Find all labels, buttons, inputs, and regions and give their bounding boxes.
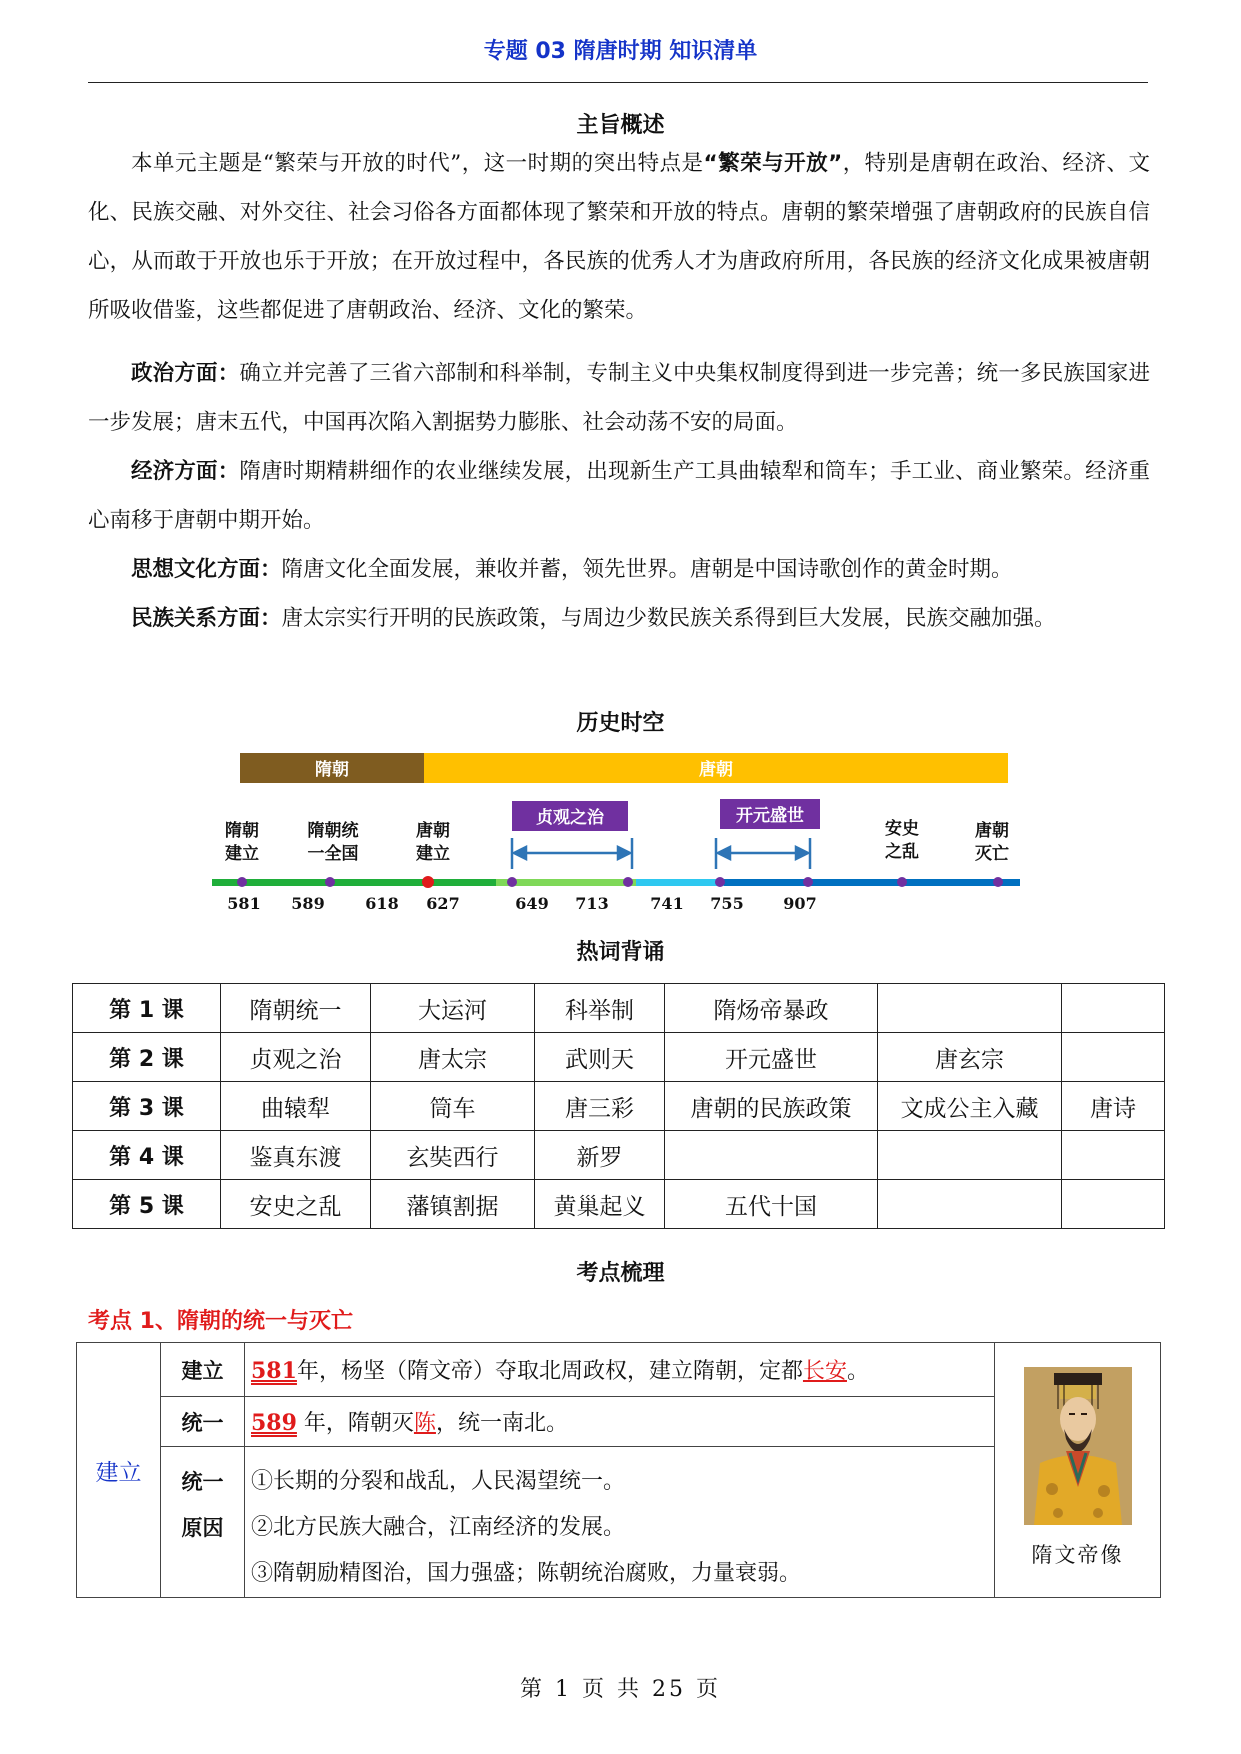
hotwords-heading: 热词背诵 — [576, 940, 665, 965]
year-label: 713 — [575, 894, 609, 913]
hotwords-row — [73, 1033, 1165, 1082]
summary-ethnic — [88, 594, 1150, 643]
dot-581 — [237, 877, 247, 887]
hotwords-row — [73, 1131, 1165, 1180]
zhenguan-arrow — [512, 838, 632, 869]
dot-755 — [715, 877, 725, 887]
summary-heading: 主旨概述 — [576, 113, 665, 138]
year-label: 755 — [710, 894, 744, 913]
axis-segment-green — [212, 879, 496, 886]
timeline-heading: 历史时空 — [576, 711, 665, 736]
hotword-cell: 曲辕犁 — [221, 1082, 371, 1131]
dot-589 — [325, 877, 335, 887]
reasons-label-2: 原因 — [181, 1516, 224, 1540]
category-cell: 建立 — [77, 1343, 161, 1598]
year-label: 627 — [426, 894, 460, 913]
sui-label: 隋朝 — [315, 760, 349, 780]
event-tang-fall-1: 唐朝 — [975, 821, 1009, 841]
row-label-founding: 建立 — [161, 1343, 245, 1397]
header-divider — [88, 82, 1148, 83]
lesson-label: 第 5 课 — [73, 1180, 221, 1229]
hotword-cell: 玄奘西行 — [371, 1131, 535, 1180]
event-sui-unify-1: 隋朝统 — [307, 821, 359, 841]
unify-end: ，统一南北。 — [435, 1411, 568, 1436]
hotword-cell — [878, 1180, 1062, 1229]
state-chen: 陈 — [413, 1411, 436, 1436]
unify-desc: 年，隋朝灭 — [296, 1411, 414, 1436]
economy-text: 隋唐时期精耕细作的农业继续发展，出现新生产工具曲辕犁和筒车；手工业、商业繁荣。经济重心南移于唐朝中期开始。 — [88, 459, 1150, 533]
unify-text — [245, 1397, 995, 1447]
hotwords-row — [73, 1082, 1165, 1131]
row-label-reasons — [161, 1447, 245, 1598]
reasons-label-1: 统一 — [181, 1470, 224, 1494]
hotword-cell: 唐太宗 — [371, 1033, 535, 1082]
hotwords-row — [73, 1180, 1165, 1229]
hotword-cell: 筒车 — [371, 1082, 535, 1131]
row-label-unify: 统一 — [161, 1397, 245, 1447]
culture-text: 隋唐文化全面发展，兼收并蓄，领先世界。唐朝是中国诗歌创作的黄金时期。 — [281, 557, 1013, 582]
zhenguan-label: 贞观之治 — [536, 808, 604, 828]
reason-item: ①长期的分裂和战乱，人民渴望统一。 — [251, 1469, 626, 1494]
hotword-cell — [1062, 1033, 1165, 1082]
point1-title: 考点 1、隋朝的统一与灭亡 — [88, 1309, 353, 1334]
intro-text-post: ，特别是唐朝在政治、经济、文化、民族交融、对外交往、社会习俗各方面都体现了繁荣和开放的特点。唐朝的繁荣增强了唐朝政府的民族自信心，从而敢于开放也乐于开放；在开放过程中，各民族的优秀人才为唐政府所用，各民族的经济文化成果被唐朝所吸收借鉴，这些都促进了唐朝政治、经济、文化的繁荣。 — [88, 151, 1150, 323]
hotword-cell: 唐三彩 — [535, 1082, 665, 1131]
politics-label: 政治方面： — [131, 361, 240, 386]
reasons-text — [245, 1447, 995, 1598]
hotword-cell: 贞观之治 — [221, 1033, 371, 1082]
year-label: 741 — [650, 894, 684, 913]
hotword-cell: 科举制 — [535, 984, 665, 1033]
timeline-diagram — [200, 745, 1060, 925]
axis-segment-blue — [724, 879, 1020, 886]
event-anshi-1: 安史 — [885, 819, 919, 839]
hotword-cell: 黄巢起义 — [535, 1180, 665, 1229]
event-anshi-2: 之乱 — [885, 842, 919, 862]
tang-label: 唐朝 — [699, 760, 733, 780]
emperor-portrait-image — [1024, 1367, 1132, 1525]
page-number: 第 1 页 共 25 页 — [520, 1677, 721, 1702]
axis-segment-lightgreen — [496, 879, 636, 886]
keypoints-heading: 考点梳理 — [576, 1261, 665, 1286]
event-tang-founded-1: 唐朝 — [416, 821, 450, 841]
founding-end: 。 — [846, 1359, 869, 1384]
founding-desc: 年，杨坚（隋文帝）夺取北周政权，建立隋朝，定都 — [296, 1359, 803, 1384]
hotword-cell: 安史之乱 — [221, 1180, 371, 1229]
hotword-cell — [878, 1131, 1062, 1180]
hotword-cell: 唐玄宗 — [878, 1033, 1062, 1082]
portrait-caption: 隋文帝像 — [1031, 1543, 1124, 1567]
hotwords-row — [73, 984, 1165, 1033]
year-label: 581 — [227, 894, 261, 913]
culture-label: 思想文化方面： — [131, 557, 282, 582]
year-label: 649 — [515, 894, 549, 913]
event-tang-founded-2: 建立 — [416, 844, 450, 864]
hotword-cell — [1062, 1131, 1165, 1180]
intro-text-bold: “繁荣与开放” — [703, 151, 843, 176]
hotword-cell: 唐诗 — [1062, 1082, 1165, 1131]
hotword-cell: 隋炀帝暴政 — [665, 984, 878, 1033]
event-tang-fall-2: 灭亡 — [975, 844, 1009, 864]
event-sui-unify-2: 一全国 — [307, 844, 359, 864]
summary-politics — [88, 349, 1150, 447]
lesson-label: 第 1 课 — [73, 984, 221, 1033]
dot-tang-fall — [993, 877, 1003, 887]
hotword-cell — [1062, 1180, 1165, 1229]
capital-changan: 长安 — [802, 1359, 847, 1384]
summary-economy — [88, 447, 1150, 545]
politics-text: 确立并完善了三省六部制和科举制，专制主义中央集权制度得到进一步完善；统一多民族国家进一步发展；唐末五代，中国再次陷入割据势力膨胀、社会动荡不安的局面。 — [88, 361, 1150, 435]
hotword-cell: 新罗 — [535, 1131, 665, 1180]
reason-item: ②北方民族大融合，江南经济的发展。 — [251, 1515, 626, 1540]
year-label: 589 — [291, 894, 325, 913]
ethnic-label: 民族关系方面： — [131, 606, 282, 631]
hotword-cell: 鉴真东渡 — [221, 1131, 371, 1180]
event-sui-founded-2: 建立 — [225, 844, 259, 864]
hotword-cell — [878, 984, 1062, 1033]
portrait-cell — [995, 1343, 1161, 1598]
point1-table — [76, 1342, 1161, 1598]
hotword-cell: 文成公主入藏 — [878, 1082, 1062, 1131]
kaiyuan-arrow — [716, 838, 810, 869]
dot-649 — [507, 877, 517, 887]
founding-text — [245, 1343, 995, 1397]
kaiyuan-label: 开元盛世 — [736, 806, 804, 826]
hotword-cell: 藩镇割据 — [371, 1180, 535, 1229]
hotword-cell — [1062, 984, 1165, 1033]
reason-item: ③隋朝励精图治，国力强盛；陈朝统治腐败，力量衰弱。 — [251, 1561, 802, 1586]
hotword-cell: 唐朝的民族政策 — [665, 1082, 878, 1131]
hotword-cell: 隋朝统一 — [221, 984, 371, 1033]
year-589: 589 — [251, 1410, 297, 1436]
dot-627 — [422, 876, 434, 888]
summary-culture — [88, 545, 1150, 594]
hotwords-table — [72, 983, 1165, 1229]
lesson-label: 第 3 课 — [73, 1082, 221, 1131]
year-581: 581 — [251, 1358, 297, 1384]
hotword-cell: 开元盛世 — [665, 1033, 878, 1082]
year-label: 907 — [783, 894, 817, 913]
hotword-cell: 大运河 — [371, 984, 535, 1033]
hotword-cell: 五代十国 — [665, 1180, 878, 1229]
event-sui-founded-1: 隋朝 — [225, 821, 259, 841]
summary-intro — [88, 139, 1150, 335]
hotword-cell — [665, 1131, 878, 1180]
dot-anshi — [897, 877, 907, 887]
economy-label: 经济方面： — [131, 459, 240, 484]
hotword-cell: 武则天 — [535, 1033, 665, 1082]
year-label: 618 — [365, 894, 399, 913]
intro-text-pre: 本单元主题是“繁荣与开放的时代”，这一时期的突出特点是 — [131, 151, 704, 176]
dot-907-marker — [803, 877, 813, 887]
ethnic-text: 唐太宗实行开明的民族政策，与周边少数民族关系得到巨大发展，民族交融加强。 — [281, 606, 1056, 631]
lesson-label: 第 4 课 — [73, 1131, 221, 1180]
lesson-label: 第 2 课 — [73, 1033, 221, 1082]
dot-713 — [623, 877, 633, 887]
document-title: 专题 03 隋唐时期 知识清单 — [483, 39, 758, 64]
axis-segment-cyan — [636, 879, 724, 886]
